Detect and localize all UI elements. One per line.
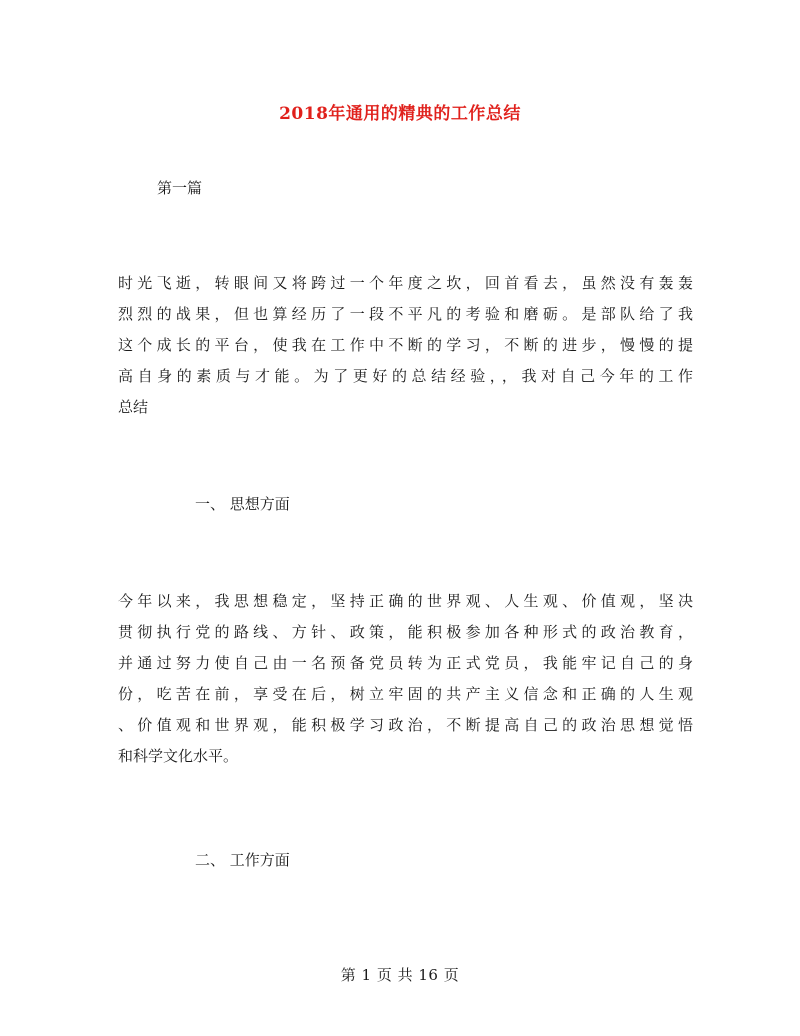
- paragraph-line: 、价值观和世界观，能积极学习政治，不断提高自己的政治思想觉悟: [118, 716, 693, 734]
- part-label: 第一篇: [157, 179, 203, 197]
- section-heading-work: 二、 工作方面: [195, 851, 290, 869]
- paragraph-line: 和科学文化水平。: [118, 747, 239, 765]
- paragraph-line: 烈烈的战果，但也算经历了一段不平凡的考验和磨砺。是部队给了我: [118, 305, 693, 323]
- ideology-paragraph: [118, 586, 693, 772]
- paragraph-line: 并通过努力使自己由一名预备党员转为正式党员，我能牢记自己的身: [118, 654, 693, 672]
- paragraph-line: 今年以来，我思想稳定，坚持正确的世界观、人生观、价值观，坚决: [118, 592, 693, 610]
- paragraph-line: 贯彻执行党的路线、方针、政策，能积极参加各种形式的政治教育，: [118, 623, 693, 641]
- page-title: 2018年通用的精典的工作总结: [279, 104, 521, 124]
- paragraph-line: 这个成长的平台，使我在工作中不断的学习，不断的进步，慢慢的提: [118, 336, 693, 354]
- section-heading-ideology: 一、 思想方面: [195, 495, 290, 513]
- paragraph-line: 时光飞逝，转眼间又将跨过一个年度之坎，回首看去，虽然没有轰轰: [118, 274, 693, 292]
- paragraph-line: 份，吃苦在前，享受在后，树立牢固的共产主义信念和正确的人生观: [118, 685, 693, 703]
- paragraph-line: 总结: [118, 398, 149, 416]
- page-footer: 第 1 页 共 16 页: [340, 966, 460, 984]
- paragraph-line: 高自身的素质与才能。为了更好的总结经验，，我对自己今年的工作: [118, 367, 693, 385]
- intro-paragraph: [118, 268, 693, 423]
